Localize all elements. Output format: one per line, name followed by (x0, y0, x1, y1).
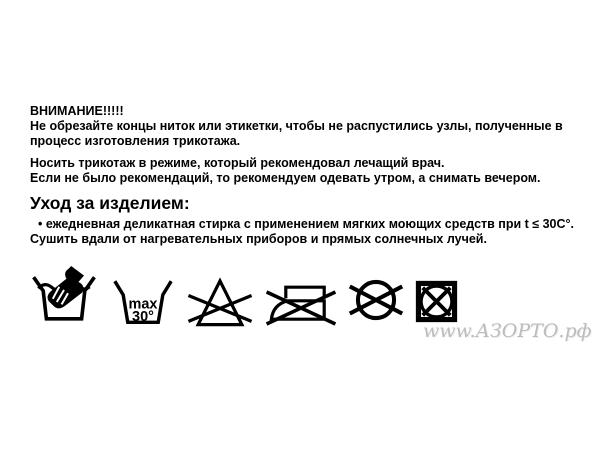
watermark-text: www.АЗОРТО.рф (423, 320, 592, 342)
warning-title: ВНИМАНИЕ!!!!! (30, 104, 124, 118)
care-line-bullet: • ежедневная деликатная стирка с применением мягких моющих средств при t ≤ 30C°. (38, 217, 575, 231)
warning-line: Не обрезайте концы ниток или этикетки, чтобы не распустились узлы, полученные в (30, 119, 563, 133)
do-not-iron-icon (265, 276, 337, 332)
wash-max-label-line2: 30° (132, 308, 154, 325)
care-symbols-row (28, 264, 458, 332)
wearing-paragraph (30, 156, 541, 186)
wearing-line: Носить трикотаж в режиме, который рекомендовал лечащий врач. (30, 156, 445, 170)
do-not-bleach-icon (186, 272, 254, 332)
wash-max-label-line1: max (128, 296, 158, 313)
care-section-heading: Уход за изделием: (30, 193, 190, 213)
wearing-line: Если не было рекомендаций, то рекомендуем одевать утром, а снимать вечером. (30, 171, 541, 185)
care-paragraph (30, 217, 574, 247)
care-line: Сушить вдали от нагревательных приборов и прямых солнечных лучей. (30, 232, 487, 246)
wash-max-30-icon (111, 270, 175, 332)
warning-line: процесс изготовления трикотажа. (30, 134, 241, 148)
do-not-dry-clean-icon (348, 276, 404, 324)
warning-paragraph (30, 104, 563, 149)
do-not-tumble-dry-icon (415, 280, 458, 323)
hand-wash-icon (28, 264, 100, 332)
